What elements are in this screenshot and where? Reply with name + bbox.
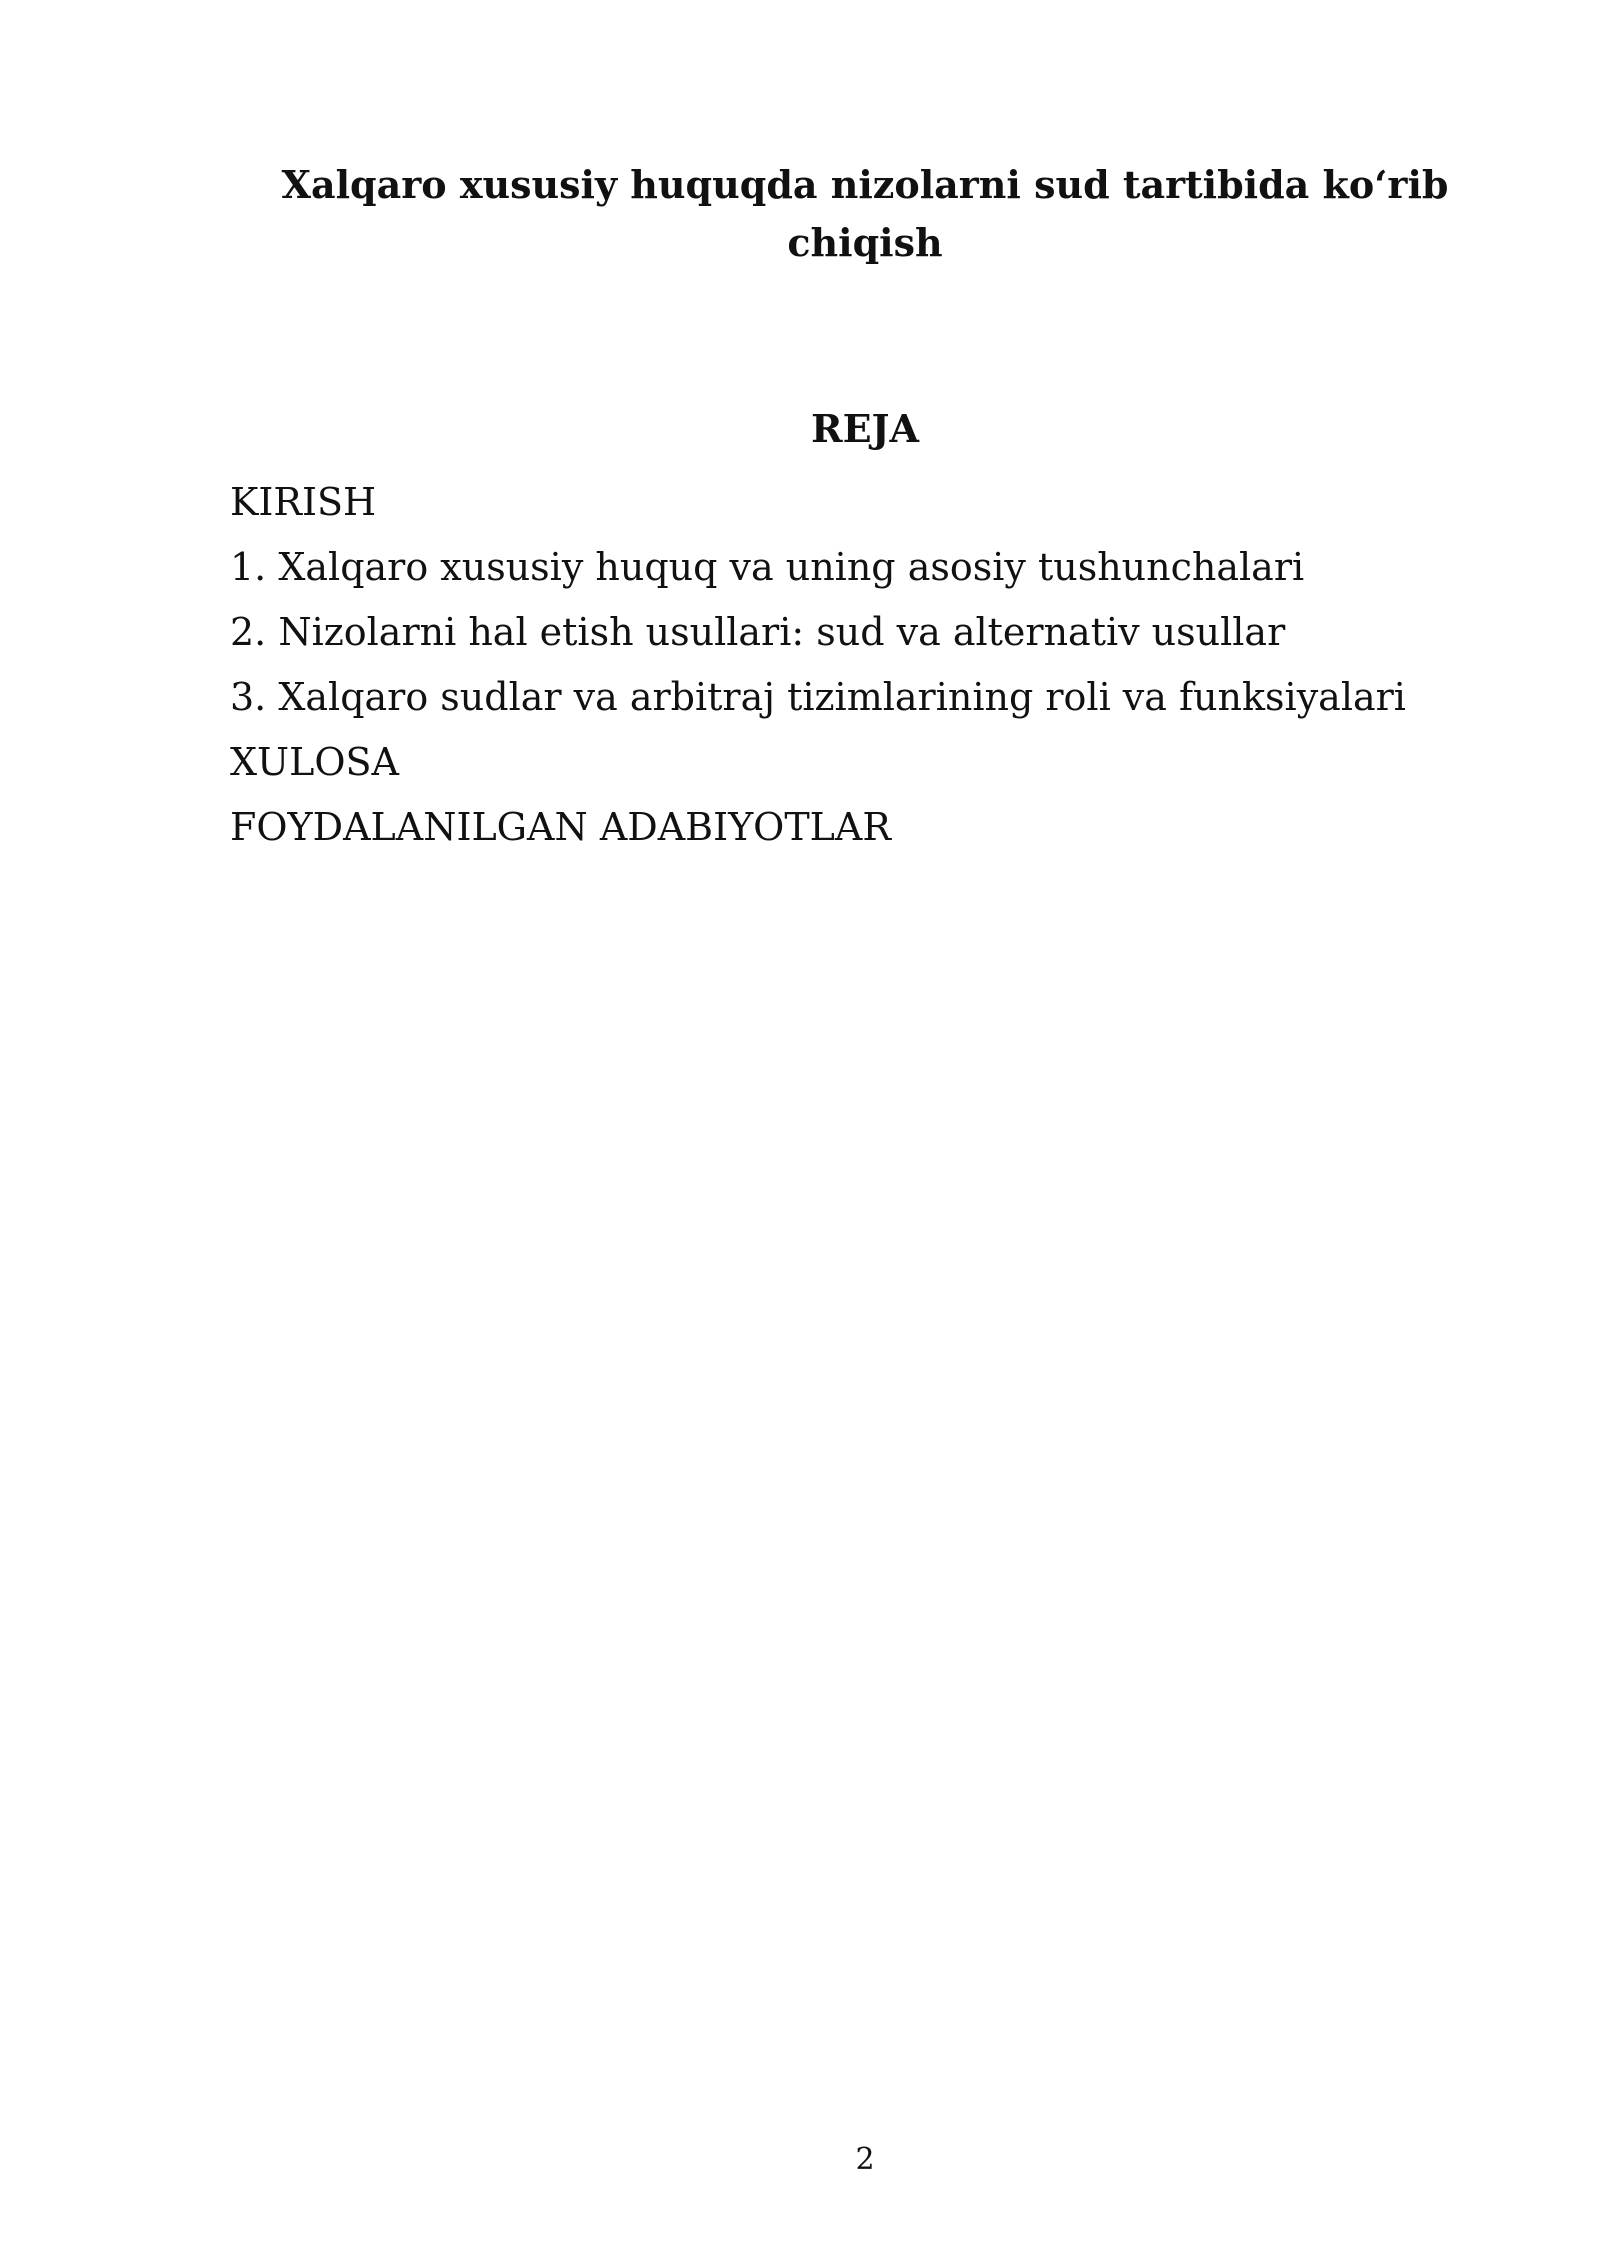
plan-item-introduction: KIRISH [230,480,377,524]
plan-item-2: 2. Nizolarni hal etish usullari: sud va alternativ usullar [230,610,1286,654]
plan-list [230,470,1406,860]
plan-item-3: 3. Xalqaro sudlar va arbitraj tizimlarining roli va funksiyalari [230,675,1406,719]
plan-heading: REJA [810,406,919,451]
plan-item-conclusion: XULOSA [230,740,399,784]
plan-item-1: 1. Xalqaro xususiy huquq va uning asosiy tushunchalari [230,545,1305,589]
document-title: Xalqaro xususiy huquqda nizolarni sud tartibida ko‘rib chiqish [281,162,1449,265]
page-number: 2 [855,2142,875,2177]
plan-item-references: FOYDALANILGAN ADABIYOTLAR [230,805,891,849]
